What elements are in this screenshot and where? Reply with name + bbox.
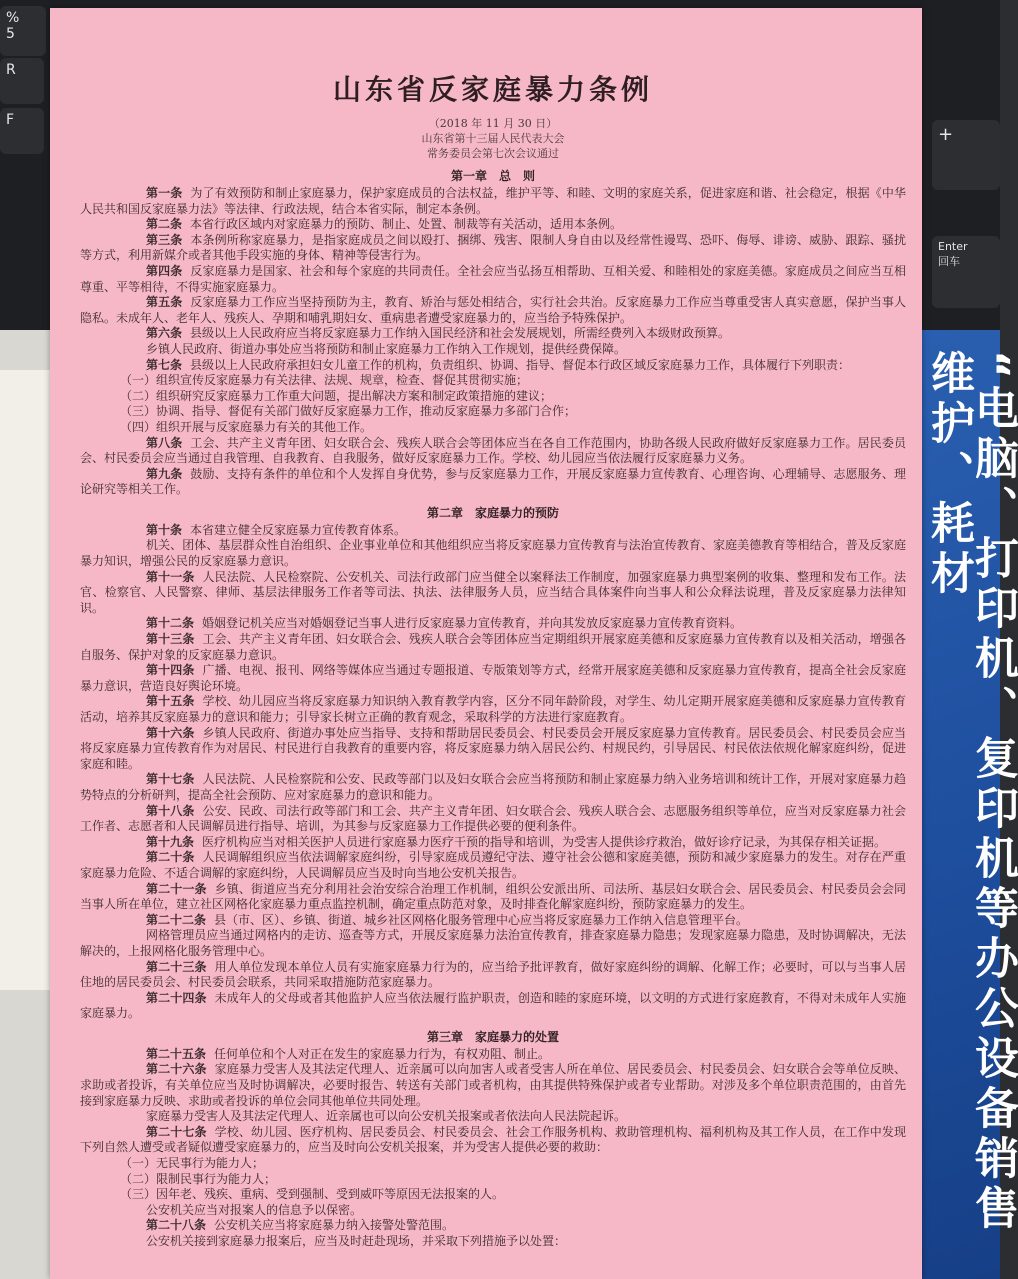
article-paragraph (80, 991, 906, 1022)
article-paragraph (80, 882, 906, 913)
chapter-heading: 第二章 家庭暴力的预防 (426, 505, 559, 520)
key-label: % (6, 10, 20, 26)
article-number: 第二十三条 (146, 959, 207, 974)
key-percent-5 (0, 6, 46, 56)
article-paragraph (80, 326, 906, 342)
key-plus (932, 120, 1000, 190)
article-text: （三）因年老、残疾、重病、受到强制、受到威吓等原因无法报案的人。 (120, 1187, 505, 1202)
article-number: 第二十六条 (146, 1062, 207, 1077)
article-paragraph (80, 850, 906, 881)
article-paragraph (80, 1218, 906, 1234)
meta-session: 常务委员会第七次会议通过 (427, 147, 559, 160)
article-text: 公安、民政、司法行政等部门和工会、共产主义青年团、妇女联合会、残疾人联合会、志愿服务组织等单位，应当对反家庭暴力社会工作者、志愿者和人民调解员进行指导、培训，为其参与反家庭暴力工作提供必要的便利条件。 (80, 803, 906, 834)
article-text: 广播、电视、报刊、网络等媒体应当通过专题报道、专版策划等方式，经常开展家庭美德和反家庭暴力宣传教育，提高全社会反家庭暴力意识，营造良好舆论环境。 (80, 663, 906, 693)
article-text: （一）组织宣传反家庭暴力有关法律、法规、规章，检查、督促其贯彻实施； (120, 373, 529, 388)
document-meta (80, 116, 906, 161)
article-paragraph (80, 1062, 906, 1109)
flyer-text: “电脑、打印机、复印机等办公设备销售维护、耗材 (923, 350, 1018, 1235)
article-text: 反家庭暴力工作应当坚持预防为主，教育、矫治与惩处相结合，实行社会共治。反家庭暴力工作应当尊重受害人真实意愿，保护当事人隐私。未成年人、老年人、残疾人、孕期和哺乳期妇女、重病患者遭受家庭暴力的，应当给予特殊保护。 (80, 295, 906, 325)
article-text: 学校、幼儿园、医疗机构、居民委员会、村民委员会、社会工作服务机构、救助管理机构、福利机构及其工作人员，在工作中发现下列自然人遭受或者疑似遭受家庭暴力的，应当及时向公安机关报案，并为受害人提供必要的救助： (80, 1124, 906, 1155)
article-number: 第四条 (146, 263, 183, 278)
article-paragraph (80, 233, 906, 264)
key-label: 回车 (938, 255, 960, 268)
article-number: 第七条 (146, 357, 183, 372)
article-number: 第十条 (146, 522, 183, 537)
article-paragraph (80, 694, 906, 725)
article-text: 网格管理员应当通过网格内的走访、巡查等方式，开展反家庭暴力法治宣传教育，排查家庭暴力隐患；发现家庭暴力隐患，及时协调解决，无法解决的，上报网格化服务管理中心。 (80, 928, 906, 958)
document-title: 山东省反家庭暴力条例 (332, 73, 653, 106)
article-paragraph (80, 467, 906, 498)
article-text: 本省行政区域内对家庭暴力的预防、制止、处置、制裁等有关活动，适用本条例。 (190, 217, 623, 232)
article-text: 人民调解组织应当依法调解家庭纠纷，引导家庭成员遵纪守法、遵守社会公德和家庭美德，预防和减少家庭暴力的发生。对存在严重家庭暴力危险、不适合调解的家庭纠纷，人民调解员应当及时向当地公安机关报告。 (80, 850, 906, 880)
list-item (80, 1156, 906, 1172)
article-number: 第二十七条 (146, 1124, 207, 1139)
article-text: 公安机关应当将家庭暴力纳入接警处警范围。 (214, 1218, 455, 1233)
chapter-heading: 第一章 总 则 (450, 169, 535, 183)
article-number: 第二十四条 (146, 990, 207, 1005)
key-label: 5 (6, 26, 15, 42)
notebook-edge (0, 370, 54, 990)
article-text: 县级以上人民政府承担妇女儿童工作的机构，负责组织、协调、指导、督促本行政区域反家庭暴力工作，具体履行下列职责： (190, 357, 851, 372)
key-label: + (938, 124, 954, 145)
article-text: 用人单位发现本单位人员有实施家庭暴力行为的，应当给予批评教育，做好家庭纠纷的调解、化解工作；必要时，可以与当事人居住地的居民委员会、村民委员会联系，共同采取措施防范家庭暴力。 (80, 959, 906, 990)
article-paragraph (80, 436, 906, 467)
article-text: 学校、幼儿园应当将反家庭暴力知识纳入教育教学内容，区分不同年龄阶段，对学生、幼儿定期开展家庭美德和反家庭暴力宣传教育活动，培养其反家庭暴力的意识和能力；引导家长树立正确的教育观念，采取科学的方法进行家庭教育。 (80, 694, 906, 724)
article-paragraph (80, 804, 906, 835)
article-text: 家庭暴力受害人及其法定代理人、近亲属可以向加害人或者受害人所在单位、居民委员会、村民委员会、妇女联合会等单位反映、求助或者投诉，有关单位应当及时协调解决，必要时报告、转送有关部门或者机构，由其提供特殊保护或者专业帮助。对涉及多个单位职责范围的，由首先接到家庭暴力反映、求助或者投诉的单位会同其他单位共同处理。 (80, 1062, 906, 1108)
key-enter (932, 236, 1000, 308)
article-paragraph (80, 913, 906, 929)
list-item (80, 1187, 906, 1203)
article-text: 本条例所称家庭暴力，是指家庭成员之间以殴打、捆绑、残害、限制人身自由以及经常性谩骂、恐吓、侮辱、诽谤、威胁、跟踪、骚扰等方式，利用新媒介或者其他手段实施的身体、精神等侵害行为。 (80, 232, 906, 263)
key-label: Enter (938, 240, 968, 253)
list-item (80, 404, 906, 420)
article-paragraph (80, 342, 906, 358)
article-paragraph (80, 523, 906, 539)
article-number: 第十九条 (146, 834, 195, 849)
key-f (0, 108, 44, 154)
article-text: 乡镇人民政府、街道办事处应当指导、支持和帮助居民委员会、村民委员会开展反家庭暴力宣传教育。居民委员会、村民委员会应当将反家庭暴力宣传教育作为对居民、村民进行自我教育的重要内容，将反家庭暴力纳入居民公约、村规民约，引导居民、村民依法依规化解家庭纠纷，促进家庭和睦。 (80, 725, 906, 771)
article-text: 为了有效预防和制止家庭暴力，保护家庭成员的合法权益，维护平等、和睦、文明的家庭关系，促进家庭和谐、社会稳定，根据《中华人民共和国反家庭暴力法》等法律、行政法规，结合本省实际，制定本条例。 (80, 186, 906, 216)
article-text: 婚姻登记机关应当对婚姻登记当事人进行反家庭暴力宣传教育，并向其发放反家庭暴力宣传教育资料。 (202, 616, 743, 631)
article-number: 第二十条 (146, 850, 195, 865)
article-number: 第三条 (146, 232, 183, 247)
article-number: 第十一条 (146, 569, 195, 584)
article-paragraph (80, 835, 906, 851)
article-text: 医疗机构应当对相关医护人员进行家庭暴力医疗干预的指导和培训，为受害人提供诊疗救治，做好诊疗记录，为其保存相关证据。 (202, 834, 887, 849)
article-text: 公安机关应当对报案人的信息予以保密。 (146, 1202, 363, 1217)
chapter-heading: 第三章 家庭暴力的处置 (426, 1029, 559, 1044)
article-text: 县级以上人民政府应当将反家庭暴力工作纳入国民经济和社会发展规划，所需经费列入本级财政预算。 (190, 326, 731, 341)
article-number: 第五条 (146, 295, 183, 310)
article-text: 家庭暴力受害人及其法定代理人、近亲属也可以向公安机关报案或者依法向人民法院起诉。 (146, 1109, 627, 1124)
article-paragraph (80, 726, 906, 773)
article-number: 第二条 (146, 217, 183, 232)
article-number: 第十三条 (146, 632, 195, 647)
article-paragraph (80, 570, 906, 617)
key-label: F (6, 112, 15, 128)
article-text: （四）组织开展与反家庭暴力有关的其他工作。 (120, 419, 373, 434)
document-body (80, 68, 906, 1250)
article-paragraph (80, 960, 906, 991)
article-number: 第十五条 (146, 694, 195, 709)
article-paragraph (80, 186, 906, 217)
article-number: 第十八条 (146, 803, 195, 818)
article-text: 未成年人的父母或者其他监护人应当依法履行监护职责，创造和睦的家庭环境，以文明的方式进行家庭教育，不得对未成年人实施家庭暴力。 (80, 990, 906, 1021)
article-text: 乡镇、街道应当充分利用社会治安综合治理工作机制，组织公安派出所、司法所、基层妇女联合会、居民委员会、村民委员会会同当事人所在单位，建立社区网格化家庭暴力重点监控机制，确定重点防范对象，及时排查化解家庭纠纷，预防家庭暴力的发生。 (80, 881, 906, 912)
article-number: 第二十二条 (146, 912, 207, 927)
article-paragraph (80, 772, 906, 803)
regulation-paper (50, 8, 922, 1279)
article-text: 任何单位和个人对正在发生的家庭暴力行为，有权劝阻、制止。 (214, 1046, 551, 1061)
article-number: 第六条 (146, 326, 183, 341)
article-text: 乡镇人民政府、街道办事处应当将预防和制止家庭暴力工作纳入工作规划，提供经费保障。 (146, 341, 627, 356)
article-paragraph (80, 928, 906, 959)
article-paragraph (80, 663, 906, 694)
key-label: R (6, 62, 16, 78)
list-item (80, 389, 906, 405)
document-sections (80, 167, 906, 1250)
article-number: 第十二条 (146, 616, 195, 631)
article-paragraph (80, 1234, 906, 1250)
article-paragraph (80, 538, 906, 569)
article-text: （三）协调、指导、督促有关部门做好反家庭暴力工作，推动反家庭暴力多部门合作； (120, 404, 577, 419)
article-text: 人民法院、人民检察院、公安机关、司法行政部门应当健全以案释法工作制度，加强家庭暴力典型案例的收集、整理和发布工作。法官、检察官、人民警察、律师、基层法律服务工作者等司法、执法、法律服务人员，应当结合具体案件向当事人和公众释法说理，普及反家庭暴力法律知识。 (80, 569, 906, 615)
meta-date: （2018 年 11 月 30 日） (428, 117, 558, 130)
article-text: 鼓励、支持有条件的单位和个人发挥自身优势，参与反家庭暴力工作，开展反家庭暴力宣传教育、心理咨询、心理辅导、志愿服务、理论研究等相关工作。 (80, 466, 906, 497)
article-paragraph (80, 295, 906, 326)
article-text: （二）组织研究反家庭暴力工作重大问题，提出解决方案和制定政策措施的建议； (120, 388, 553, 403)
article-number: 第十六条 (146, 725, 195, 740)
article-paragraph (80, 217, 906, 233)
article-text: 工会、共产主义青年团、妇女联合会、残疾人联合会等团体应当在各自工作范围内，协助各级人民政府做好反家庭暴力工作。居民委员会、村民委员会应当通过自我管理、自我教育、自我服务，做好反家庭暴力工作。学校、幼儿园应当依法履行反家庭暴力义务。 (80, 435, 906, 466)
meta-issuer: 山东省第十三届人民代表大会 (421, 132, 565, 145)
article-number: 第十四条 (146, 663, 195, 678)
key-r (0, 58, 44, 104)
article-paragraph (80, 616, 906, 632)
article-text: 工会、共产主义青年团、妇女联合会、残疾人联合会等团体应当定期组织开展家庭美德和反家庭暴力宣传教育以及相关活动，增强各自服务、保护对象的反家庭暴力意识。 (80, 632, 906, 662)
list-item (80, 420, 906, 436)
article-text: 本省建立健全反家庭暴力宣传教育体系。 (190, 522, 407, 537)
article-paragraph (80, 632, 906, 663)
article-paragraph (80, 1109, 906, 1125)
article-text: 县（市、区）、乡镇、街道、城乡社区网格化服务管理中心应当将反家庭暴力工作纳入信息管理平台。 (214, 912, 749, 927)
article-number: 第二十八条 (146, 1218, 207, 1233)
article-text: 人民法院、人民检察院和公安、民政等部门以及妇女联合会应当将预防和制止家庭暴力纳入业务培训和统计工作，开展对家庭暴力趋势特点的分析研判，提高全社会预防、应对家庭暴力的意识和能力。 (80, 772, 906, 802)
article-number: 第九条 (146, 466, 183, 481)
article-text: 公安机关接到家庭暴力报案后，应当及时赶赴现场，并采取下列措施予以处置： (146, 1234, 567, 1248)
article-number: 第二十一条 (146, 881, 207, 896)
article-paragraph (80, 358, 906, 374)
list-item (80, 373, 906, 389)
article-text: 反家庭暴力是国家、社会和每个家庭的共同责任。全社会应当弘扬互相帮助、互相关爱、和睦相处的家庭美德。家庭成员之间应当互相尊重、平等相待，不得实施家庭暴力。 (80, 263, 906, 294)
list-item (80, 1172, 906, 1188)
article-number: 第十七条 (146, 772, 195, 787)
article-paragraph (80, 1047, 906, 1063)
article-number: 第八条 (146, 435, 183, 450)
article-paragraph (80, 264, 906, 295)
article-text: （一）无民事行为能力人； (120, 1156, 265, 1171)
article-number: 第一条 (146, 186, 183, 200)
article-paragraph (80, 1125, 906, 1156)
article-number: 第二十五条 (146, 1046, 207, 1061)
article-text: （二）限制民事行为能力人； (120, 1171, 277, 1186)
article-paragraph (80, 1203, 906, 1219)
article-text: 机关、团体、基层群众性自治组织、企业事业单位和其他组织应当将反家庭暴力宣传教育与法治宣传教育、家庭美德教育等相结合，普及反家庭暴力知识，增强公民的反家庭暴力意识。 (80, 538, 906, 569)
